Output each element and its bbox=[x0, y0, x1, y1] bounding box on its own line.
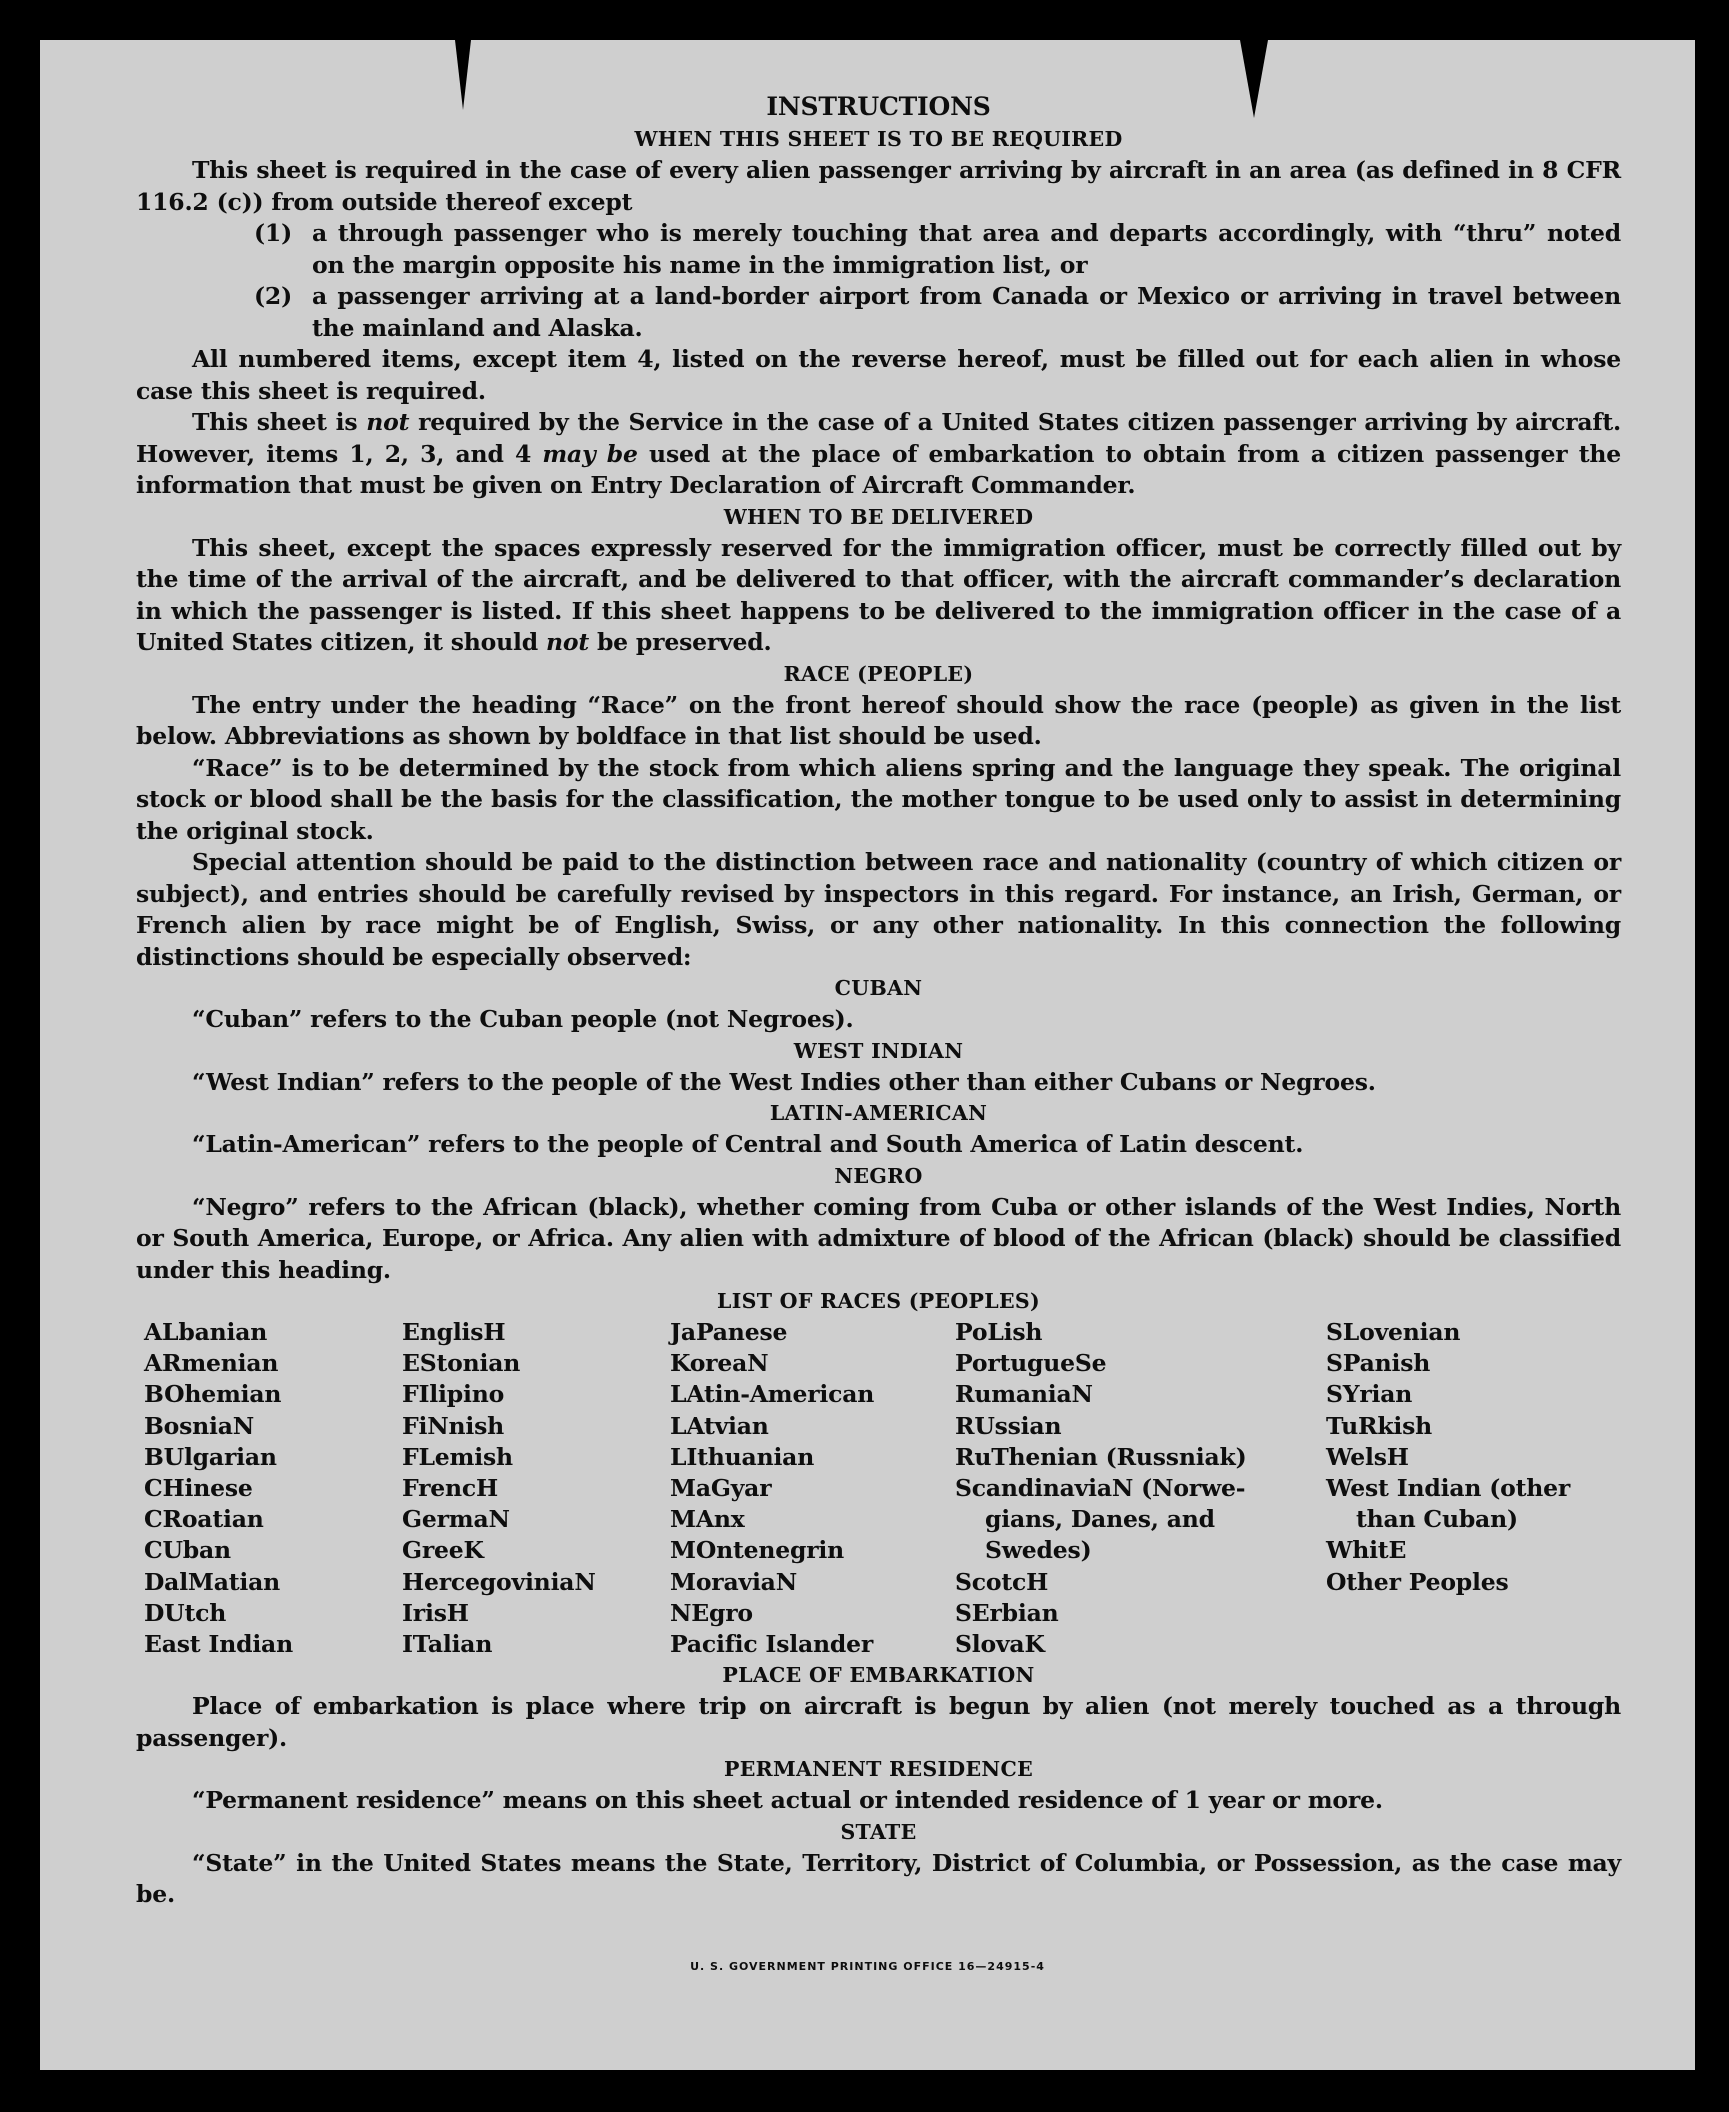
race-entry: ALbanian bbox=[144, 1318, 268, 1346]
race-column bbox=[144, 1317, 402, 1660]
race-entry: LAtin-American bbox=[670, 1380, 875, 1409]
paragraph bbox=[136, 533, 1621, 659]
race-entry: East Indian bbox=[144, 1630, 293, 1659]
race-entry: EnglisH bbox=[402, 1318, 506, 1346]
emphasis: may be bbox=[542, 439, 638, 468]
race-entry: RUssian bbox=[955, 1411, 1062, 1440]
race-entry: RuThenian (Russniak) bbox=[955, 1442, 1247, 1471]
race-column bbox=[1326, 1317, 1596, 1660]
text-run: required by the Service in the case of a United States citizen passenger arriving by aircraft. However, items 1, 2, 3, and 4 bbox=[136, 408, 1621, 468]
instructions-content bbox=[136, 90, 1621, 1911]
race-entry: WelsH bbox=[1326, 1442, 1409, 1471]
race-entry: ScotcH bbox=[955, 1567, 1049, 1596]
race-entry: TuRkish bbox=[1326, 1411, 1433, 1440]
race-entry: GermaN bbox=[402, 1505, 510, 1534]
race-entry: JaPanese bbox=[670, 1318, 788, 1346]
race-entry: BOhemian bbox=[144, 1380, 282, 1409]
item-text: a passenger arriving at a land-border airport from Canada or Mexico or arriving in travel between the mainland and Alaska. bbox=[312, 282, 1621, 342]
race-entry: FiNnish bbox=[402, 1411, 505, 1440]
race-entry: KoreaN bbox=[670, 1349, 769, 1378]
paragraph: “Cuban” refers to the Cuban people (not Negroes). bbox=[192, 1005, 854, 1033]
section-heading: PERMANENT RESIDENCE bbox=[723, 1757, 1033, 1782]
race-entry: ScandinaviaN (Norwe- bbox=[955, 1474, 1246, 1503]
race-entry: MaGyar bbox=[670, 1474, 772, 1503]
paragraph: The entry under the heading “Race” on the front hereof should show the race (people) as given in the list below. Abbreviations as shown by boldface in that list should be used. bbox=[136, 690, 1621, 750]
list-item bbox=[254, 281, 1621, 344]
race-entry: BUlgarian bbox=[144, 1442, 277, 1471]
race-entry: DalMatian bbox=[144, 1567, 281, 1596]
race-entry: FLemish bbox=[402, 1442, 513, 1471]
text-run: used at the place of embarkation to obtain from a citizen passenger the information that must be given on Entry Declaration of Aircraft Commander. bbox=[136, 439, 1621, 499]
race-entry: LAtvian bbox=[670, 1411, 769, 1440]
item-number: (2) bbox=[254, 282, 292, 310]
printer-imprint: U. S. GOVERNMENT PRINTING OFFICE 16—24915-4 bbox=[690, 1960, 1045, 1973]
paragraph: “West Indian” refers to the people of the West Indies other than either Cubans or Negroes. bbox=[192, 1067, 1376, 1096]
race-entry: ITalian bbox=[402, 1630, 493, 1659]
race-entry: SPanish bbox=[1326, 1349, 1431, 1378]
section-heading: STATE bbox=[840, 1819, 917, 1844]
race-entry: SLovenian bbox=[1326, 1318, 1461, 1346]
race-column bbox=[955, 1317, 1326, 1660]
race-entry: than Cuban) bbox=[1356, 1505, 1518, 1534]
race-entry: FIlipino bbox=[402, 1380, 505, 1409]
race-entry: CRoatian bbox=[144, 1505, 264, 1534]
paragraph: This sheet is required in the case of every alien passenger arriving by aircraft in an area (as defined in 8 CFR 116.2 (c)) from outside thereof except bbox=[136, 156, 1621, 216]
page-title: INSTRUCTIONS bbox=[766, 92, 991, 121]
race-entry: gians, Danes, and bbox=[985, 1505, 1215, 1534]
paragraph: “Latin-American” refers to the people of Central and South America of Latin descent. bbox=[192, 1130, 1304, 1158]
paragraph: “State” in the United States means the State, Territory, District of Columbia, or Possession, as the case may be. bbox=[136, 1848, 1621, 1909]
race-entry: SlovaK bbox=[955, 1630, 1045, 1659]
section-heading: WHEN TO BE DELIVERED bbox=[723, 504, 1034, 529]
race-entry: FrencH bbox=[402, 1474, 499, 1503]
item-text: a through passenger who is merely touching that area and departs accordingly, with “thru” noted on the margin opposite his name in the immigration list, or bbox=[312, 219, 1621, 279]
text-run: This sheet, except the spaces expressly reserved for the immigration officer, must be correctly filled out by the time of the arrival of the aircraft, and be delivered to that officer, with the aircraft commander’s declaration in which the passenger is listed. If this sheet happens to be delivered to the immigration officer in the case of a United States citizen, it should bbox=[136, 533, 1621, 656]
list-item bbox=[254, 218, 1621, 281]
paragraph: “Negro” refers to the African (black), whether coming from Cuba or other islands of the West Indies, North or South America, Europe, or Africa. Any alien with admixture of blood of the African (black) should be classified under this heading. bbox=[136, 1192, 1621, 1284]
text-run: This sheet is bbox=[192, 408, 367, 436]
race-entry: Other Peoples bbox=[1326, 1567, 1509, 1596]
race-entry: BosniaN bbox=[144, 1411, 255, 1440]
race-column bbox=[670, 1317, 955, 1660]
race-entry: MoraviaN bbox=[670, 1567, 797, 1596]
race-entry: SYrian bbox=[1326, 1380, 1413, 1409]
race-entry: CUban bbox=[144, 1536, 231, 1565]
race-entry: SErbian bbox=[955, 1598, 1059, 1627]
race-entry: PortugueSe bbox=[955, 1349, 1107, 1378]
section-heading: RACE (PEOPLE) bbox=[783, 661, 974, 686]
race-entry: HercegoviniaN bbox=[402, 1567, 596, 1596]
paragraph: All numbered items, except item 4, listed on the reverse hereof, must be filled out for each alien in whose case this sheet is required. bbox=[136, 345, 1621, 405]
emphasis: not bbox=[545, 628, 589, 656]
paragraph bbox=[136, 407, 1621, 502]
paragraph: “Permanent residence” means on this sheet actual or intended residence of 1 year or more. bbox=[192, 1786, 1383, 1815]
race-entry: ARmenian bbox=[144, 1349, 279, 1378]
race-entry: WhitE bbox=[1326, 1536, 1407, 1565]
emphasis: not bbox=[366, 408, 410, 436]
race-column bbox=[402, 1317, 670, 1660]
race-entry: CHinese bbox=[144, 1474, 253, 1503]
paragraph: Place of embarkation is place where trip on aircraft is begun by alien (not merely touched as a through passenger). bbox=[136, 1692, 1621, 1752]
section-heading: LATIN-AMERICAN bbox=[769, 1101, 988, 1125]
race-entry: NEgro bbox=[670, 1598, 753, 1627]
paragraph: Special attention should be paid to the distinction between race and nationality (country of which citizen or subject), and entries should be carefully revised by inspectors in this regard. For instance, an Irish, German, or French alien by race might be of English, Swiss, or any other nationality. In this connection the following distinctions should be especially observed: bbox=[136, 848, 1621, 971]
race-entry: RumaniaN bbox=[955, 1380, 1093, 1409]
paragraph: “Race” is to be determined by the stock from which aliens spring and the language they speak. The original stock or blood shall be the basis for the classification, the mother tongue to be used only to assist in determining the original stock. bbox=[136, 753, 1621, 845]
race-entry: DUtch bbox=[144, 1598, 227, 1627]
race-entry: PoLish bbox=[955, 1318, 1043, 1346]
item-number: (1) bbox=[254, 219, 292, 247]
race-entry: EStonian bbox=[402, 1349, 521, 1378]
race-entry: Pacific Islander bbox=[670, 1630, 874, 1659]
document-sheet bbox=[40, 40, 1695, 2070]
section-heading: WEST INDIAN bbox=[793, 1038, 964, 1063]
race-entry: GreeK bbox=[402, 1536, 484, 1565]
race-entry: MOntenegrin bbox=[670, 1536, 845, 1565]
section-heading: PLACE OF EMBARKATION bbox=[722, 1663, 1035, 1688]
section-heading: NEGRO bbox=[834, 1163, 923, 1188]
race-entry: LIthuanian bbox=[670, 1442, 815, 1471]
section-heading: LIST OF RACES (PEOPLES) bbox=[716, 1289, 1041, 1313]
race-entry: IrisH bbox=[402, 1598, 469, 1627]
race-entry: MAnx bbox=[670, 1505, 745, 1534]
race-entry: Swedes) bbox=[985, 1536, 1092, 1565]
section-heading: WHEN THIS SHEET IS TO BE REQUIRED bbox=[634, 127, 1123, 151]
race-entry: West Indian (other bbox=[1326, 1474, 1571, 1503]
race-list bbox=[144, 1317, 1621, 1660]
text-run: be preserved. bbox=[588, 628, 772, 656]
section-heading: CUBAN bbox=[834, 976, 923, 1000]
